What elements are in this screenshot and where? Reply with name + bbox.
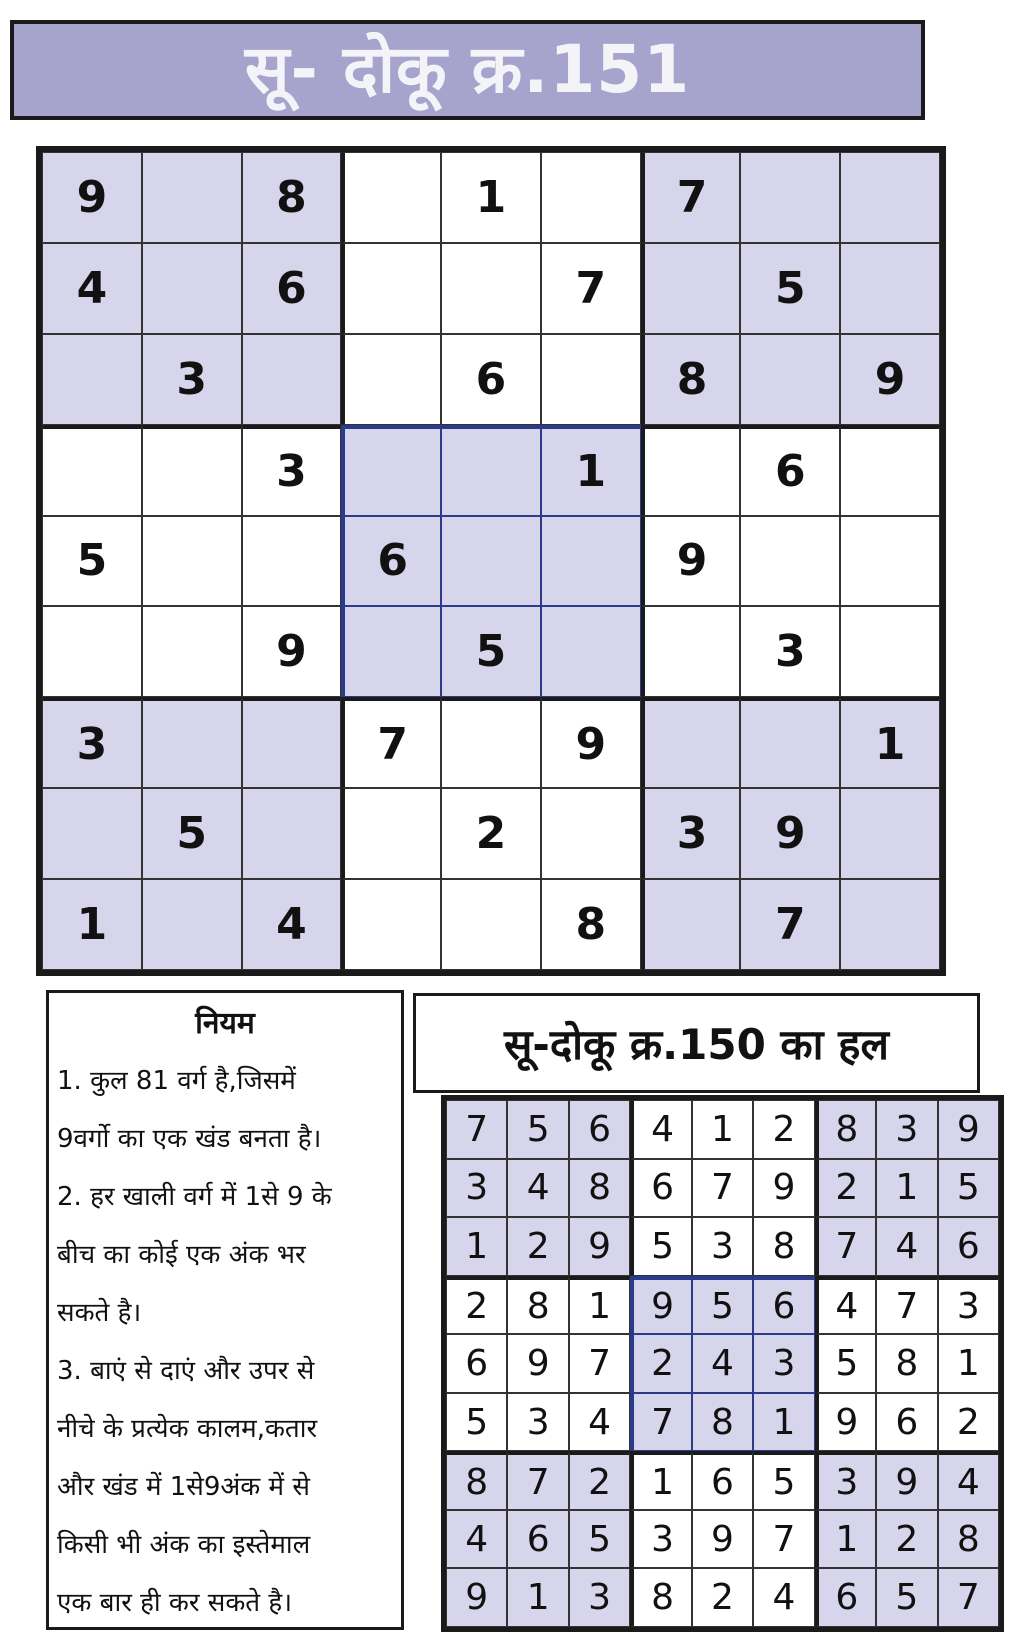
solution-cell: 3: [507, 1393, 568, 1452]
solution-cell: 1: [630, 1451, 691, 1510]
puzzle-cell[interactable]: [341, 606, 441, 697]
puzzle-cell[interactable]: [840, 152, 940, 243]
solution-cell: 9: [569, 1217, 630, 1276]
puzzle-cell: 6: [242, 243, 342, 334]
solution-cell: 6: [876, 1393, 937, 1452]
solution-title: सू-दोकू क्र.150 का हल: [504, 1019, 889, 1069]
puzzle-cell: 7: [341, 697, 441, 788]
puzzle-cell[interactable]: [541, 788, 641, 879]
solution-cell: 3: [815, 1451, 876, 1510]
puzzle-cell[interactable]: [142, 243, 242, 334]
solution-cell: 9: [446, 1568, 507, 1627]
solution-cell: 1: [876, 1159, 937, 1218]
solution-cell: 8: [692, 1393, 753, 1452]
solution-cell: 5: [753, 1451, 814, 1510]
solution-cell: 9: [630, 1276, 691, 1335]
puzzle-cell: 2: [441, 788, 541, 879]
solution-cell: 4: [876, 1217, 937, 1276]
puzzle-cell[interactable]: [541, 606, 641, 697]
puzzle-cell[interactable]: [541, 516, 641, 607]
solution-cell: 5: [692, 1276, 753, 1335]
solution-cell: 2: [938, 1393, 999, 1452]
sudoku-solution-grid: [441, 1095, 1004, 1632]
rules-box: [46, 990, 404, 1630]
puzzle-cell[interactable]: [42, 334, 142, 425]
puzzle-cell[interactable]: [840, 606, 940, 697]
sudoku-puzzle-grid: [36, 146, 946, 976]
puzzle-cell: 1: [840, 697, 940, 788]
puzzle-cell[interactable]: [42, 425, 142, 516]
solution-cell: 2: [630, 1334, 691, 1393]
solution-cell: 4: [630, 1100, 691, 1159]
solution-cell: 4: [692, 1334, 753, 1393]
puzzle-cell: 1: [441, 152, 541, 243]
solution-cell: 7: [692, 1159, 753, 1218]
rule-line: सकते है।: [57, 1298, 142, 1328]
solution-cell: 1: [753, 1393, 814, 1452]
solution-cell: 8: [815, 1100, 876, 1159]
solution-cell: 3: [938, 1276, 999, 1335]
solution-cell: 6: [630, 1159, 691, 1218]
puzzle-cell: 3: [242, 425, 342, 516]
puzzle-cell[interactable]: [142, 152, 242, 243]
puzzle-cell: 7: [740, 879, 840, 970]
puzzle-cell[interactable]: [641, 425, 741, 516]
solution-cell: 8: [507, 1276, 568, 1335]
solution-cell: 6: [692, 1451, 753, 1510]
solution-cell: 7: [938, 1568, 999, 1627]
solution-cell: 3: [753, 1334, 814, 1393]
solution-cell: 7: [876, 1276, 937, 1335]
puzzle-cell: 7: [541, 243, 641, 334]
puzzle-cell[interactable]: [840, 516, 940, 607]
puzzle-cell: 9: [840, 334, 940, 425]
solution-cell: 2: [446, 1276, 507, 1335]
solution-cell: 5: [938, 1159, 999, 1218]
rule-line: 3. बाएं से दाएं और उपर से: [57, 1356, 315, 1386]
rules-heading: नियम: [195, 1006, 255, 1041]
solution-cell: 9: [938, 1100, 999, 1159]
solution-cell: 7: [815, 1217, 876, 1276]
puzzle-cell: 5: [441, 606, 541, 697]
puzzle-cell[interactable]: [42, 606, 142, 697]
puzzle-cell[interactable]: [341, 425, 441, 516]
puzzle-cell[interactable]: [142, 697, 242, 788]
puzzle-cell[interactable]: [840, 425, 940, 516]
puzzle-cell: 6: [441, 334, 541, 425]
puzzle-cell: 9: [242, 606, 342, 697]
solution-cell: 3: [569, 1568, 630, 1627]
puzzle-cell: 7: [641, 152, 741, 243]
solution-cell: 2: [753, 1100, 814, 1159]
rule-line: 1. कुल 81 वर्ग है,जिसमें: [57, 1066, 296, 1096]
solution-cell: 4: [753, 1568, 814, 1627]
solution-cell: 4: [938, 1451, 999, 1510]
rule-line: किसी भी अंक का इस्तेमाल: [57, 1530, 311, 1560]
solution-cell: 9: [876, 1451, 937, 1510]
solution-cell: 6: [507, 1510, 568, 1569]
solution-cell: 8: [446, 1451, 507, 1510]
solution-cell: 5: [446, 1393, 507, 1452]
puzzle-cell[interactable]: [441, 516, 541, 607]
puzzle-cell[interactable]: [641, 243, 741, 334]
puzzle-cell: 5: [740, 243, 840, 334]
solution-cell: 6: [446, 1334, 507, 1393]
puzzle-cell: 8: [242, 152, 342, 243]
puzzle-cell: 3: [740, 606, 840, 697]
puzzle-cell: 4: [42, 243, 142, 334]
puzzle-cell: 9: [42, 152, 142, 243]
solution-cell: 8: [938, 1510, 999, 1569]
puzzle-cell[interactable]: [242, 516, 342, 607]
solution-cell: 5: [569, 1510, 630, 1569]
solution-cell: 6: [938, 1217, 999, 1276]
solution-cell: 3: [446, 1159, 507, 1218]
puzzle-cell: 3: [641, 788, 741, 879]
puzzle-cell[interactable]: [541, 334, 641, 425]
solution-cell: 9: [753, 1159, 814, 1218]
puzzle-cell[interactable]: [541, 152, 641, 243]
puzzle-cell[interactable]: [641, 606, 741, 697]
solution-cell: 2: [569, 1451, 630, 1510]
puzzle-cell[interactable]: [740, 334, 840, 425]
puzzle-cell: 4: [242, 879, 342, 970]
rule-line: नीचे के प्रत्येक कालम,कतार: [57, 1414, 318, 1444]
solution-cell: 1: [815, 1510, 876, 1569]
puzzle-cell: 9: [740, 788, 840, 879]
puzzle-cell[interactable]: [441, 243, 541, 334]
puzzle-cell: 3: [142, 334, 242, 425]
solution-cell: 5: [876, 1568, 937, 1627]
rule-line: 9वर्गो का एक खंड बनता है।: [57, 1124, 322, 1154]
puzzle-cell[interactable]: [441, 697, 541, 788]
solution-title-box: [413, 993, 980, 1093]
puzzle-cell[interactable]: [740, 697, 840, 788]
solution-cell: 3: [876, 1100, 937, 1159]
solution-cell: 6: [815, 1568, 876, 1627]
solution-cell: 9: [815, 1393, 876, 1452]
rule-line: और खंड में 1से9अंक में से: [57, 1472, 310, 1502]
puzzle-cell[interactable]: [242, 334, 342, 425]
solution-cell: 2: [507, 1217, 568, 1276]
puzzle-cell[interactable]: [242, 697, 342, 788]
puzzle-cell[interactable]: [840, 879, 940, 970]
puzzle-cell: 5: [142, 788, 242, 879]
puzzle-cell: 9: [541, 697, 641, 788]
puzzle-cell[interactable]: [341, 788, 441, 879]
solution-cell: 8: [876, 1334, 937, 1393]
solution-cell: 7: [753, 1510, 814, 1569]
puzzle-cell[interactable]: [641, 879, 741, 970]
solution-cell: 8: [630, 1568, 691, 1627]
solution-cell: 3: [630, 1510, 691, 1569]
solution-cell: 1: [507, 1568, 568, 1627]
rule-line: बीच का कोई एक अंक भर: [57, 1240, 306, 1270]
solution-cell: 8: [753, 1217, 814, 1276]
solution-cell: 6: [753, 1276, 814, 1335]
puzzle-cell[interactable]: [840, 243, 940, 334]
solution-cell: 5: [507, 1100, 568, 1159]
solution-cell: 9: [692, 1510, 753, 1569]
puzzle-cell[interactable]: [42, 788, 142, 879]
solution-cell: 4: [815, 1276, 876, 1335]
solution-cell: 1: [692, 1100, 753, 1159]
solution-cell: 7: [630, 1393, 691, 1452]
puzzle-cell: 3: [42, 697, 142, 788]
solution-cell: 1: [569, 1276, 630, 1335]
puzzle-cell[interactable]: [341, 334, 441, 425]
puzzle-cell: 6: [341, 516, 441, 607]
solution-cell: 7: [569, 1334, 630, 1393]
rule-line: एक बार ही कर सकते है।: [57, 1588, 293, 1618]
solution-cell: 2: [876, 1510, 937, 1569]
puzzle-cell[interactable]: [242, 788, 342, 879]
solution-cell: 1: [938, 1334, 999, 1393]
puzzle-cell: 8: [541, 879, 641, 970]
solution-cell: 1: [446, 1217, 507, 1276]
puzzle-cell[interactable]: [740, 152, 840, 243]
puzzle-cell[interactable]: [142, 516, 242, 607]
puzzle-cell: 6: [740, 425, 840, 516]
solution-cell: 5: [815, 1334, 876, 1393]
solution-cell: 6: [569, 1100, 630, 1159]
puzzle-cell[interactable]: [142, 606, 242, 697]
puzzle-cell[interactable]: [142, 425, 242, 516]
solution-cell: 4: [446, 1510, 507, 1569]
solution-cell: 3: [692, 1217, 753, 1276]
rule-line: 2. हर खाली वर्ग में 1से 9 के: [57, 1182, 332, 1212]
solution-cell: 5: [630, 1217, 691, 1276]
puzzle-title: सू- दोकू क्र.151: [244, 31, 691, 108]
puzzle-cell[interactable]: [341, 879, 441, 970]
puzzle-cell[interactable]: [341, 152, 441, 243]
puzzle-cell: 1: [541, 425, 641, 516]
solution-cell: 2: [815, 1159, 876, 1218]
solution-cell: 4: [569, 1393, 630, 1452]
solution-cell: 4: [507, 1159, 568, 1218]
solution-cell: 7: [507, 1451, 568, 1510]
puzzle-cell: 5: [42, 516, 142, 607]
puzzle-cell[interactable]: [341, 243, 441, 334]
puzzle-cell[interactable]: [441, 879, 541, 970]
solution-cell: 7: [446, 1100, 507, 1159]
puzzle-cell[interactable]: [740, 516, 840, 607]
title-banner: [10, 20, 925, 120]
solution-cell: 2: [692, 1568, 753, 1627]
puzzle-cell[interactable]: [441, 425, 541, 516]
puzzle-cell: 1: [42, 879, 142, 970]
puzzle-cell[interactable]: [641, 697, 741, 788]
puzzle-cell: 9: [641, 516, 741, 607]
puzzle-cell: 8: [641, 334, 741, 425]
puzzle-cell[interactable]: [142, 879, 242, 970]
solution-cell: 9: [507, 1334, 568, 1393]
solution-cell: 8: [569, 1159, 630, 1218]
puzzle-cell[interactable]: [840, 788, 940, 879]
